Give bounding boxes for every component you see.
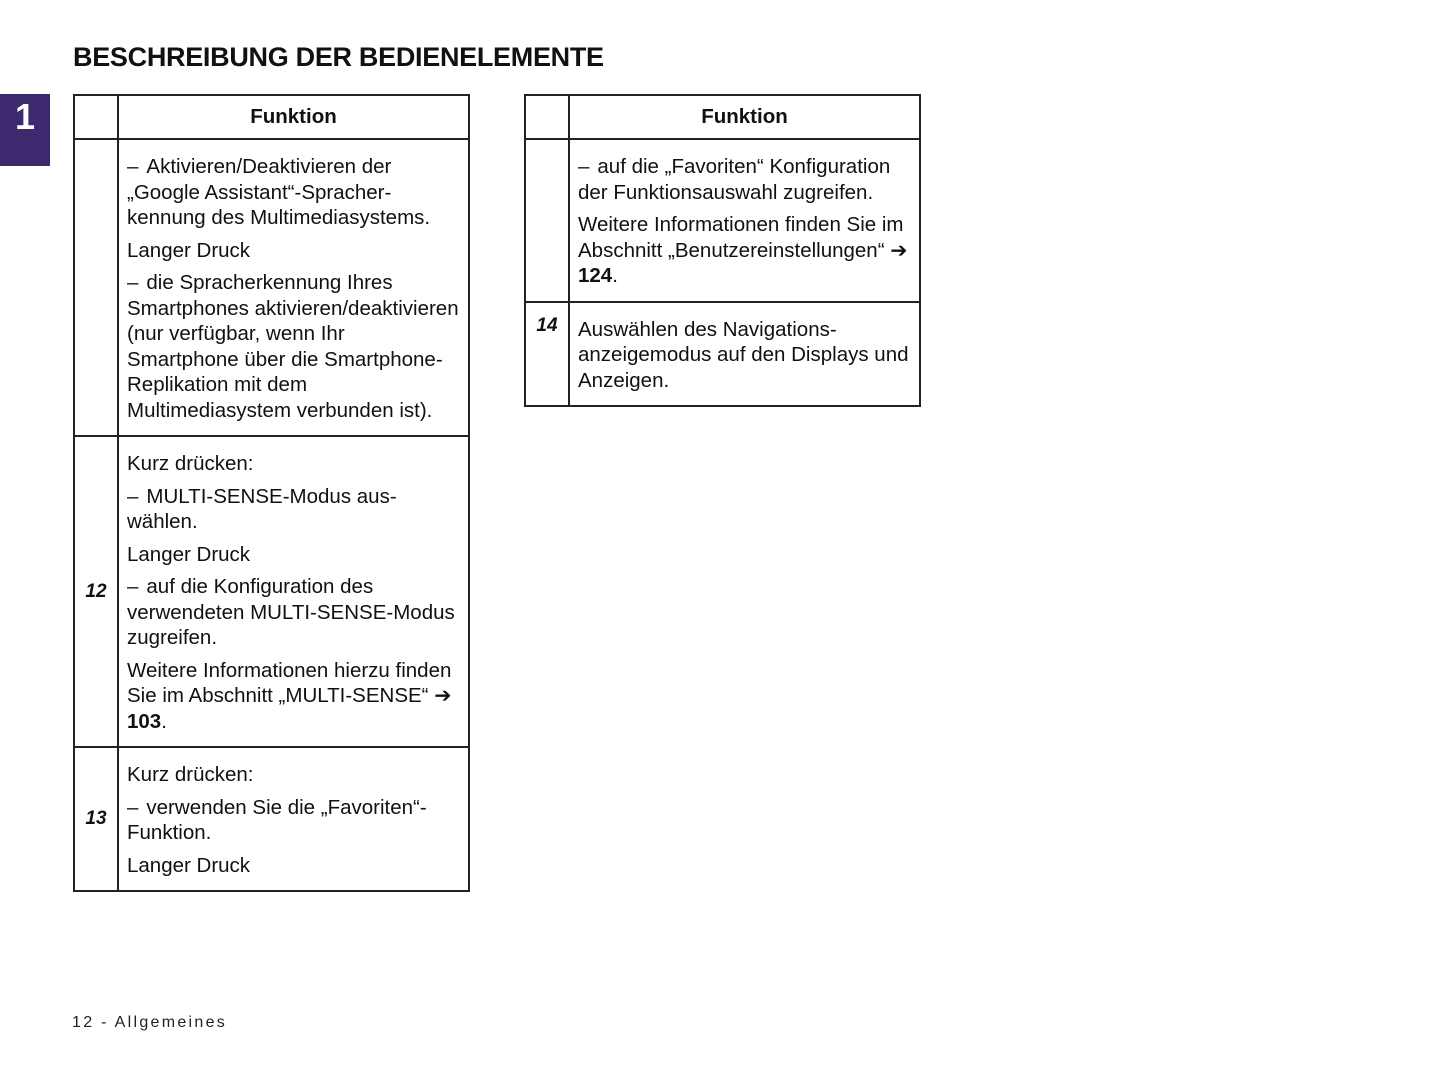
description-paragraph (578, 154, 911, 205)
table-row (74, 747, 469, 891)
description-paragraph (127, 270, 460, 423)
column-header-function: Funktion (569, 95, 920, 139)
paragraph-text: die Spracherkennung Ihres Smartphones aktivieren/deaktivieren (nur verfügbar, wenn Ihr Smartphone über die Smartphone-Replikation mit dem Multimediasystem verbunden ist). (127, 271, 459, 422)
paragraph-text: Langer Druck (127, 853, 251, 877)
paragraph-text: Aktivieren/Deaktivieren der „Google Assistant“-Spracherkennung des Multimediasystems. (127, 155, 431, 229)
controls-table-left (73, 94, 470, 892)
paragraph-text: Kurz drücken: (127, 763, 254, 786)
description-paragraph (127, 658, 460, 735)
description-paragraph (578, 317, 911, 394)
table-row (74, 139, 469, 436)
column-header-function: Funktion (118, 95, 469, 139)
function-description (118, 436, 469, 747)
control-number (525, 139, 569, 302)
page-title: BESCHREIBUNG DER BEDIENELEMENTE (73, 42, 604, 72)
function-description (569, 302, 920, 407)
description-paragraph (127, 451, 460, 477)
column-header-number (74, 95, 118, 139)
dash-bullet: – (127, 155, 139, 178)
page-footer: 12 - Allgemeines (72, 1014, 228, 1031)
description-paragraph (127, 795, 460, 846)
description-paragraph (127, 853, 460, 879)
description-paragraph (578, 212, 911, 289)
paragraph-text: verwenden Sie die „Favoriten“-Funktion. (127, 795, 427, 844)
chapter-number: 1 (14, 96, 36, 137)
punctuation: . (161, 709, 167, 733)
table-row (525, 302, 920, 407)
dash-bullet: – (127, 575, 139, 598)
description-paragraph (127, 574, 460, 651)
paragraph-text: Kurz drücken: (127, 452, 254, 475)
control-number: 12 (74, 436, 118, 747)
table-row (74, 436, 469, 747)
page-reference-link[interactable]: ➔ 124 (578, 238, 908, 287)
function-description (569, 139, 920, 302)
description-paragraph (127, 154, 460, 231)
paragraph-text: Auswählen des Navigationsanzeigemodus auf den Displays und Anzeigen. (578, 317, 909, 392)
table-row (525, 139, 920, 302)
paragraph-text: Weitere Informationen hierzu finden Sie im Abschnitt „MULTI-SENSE“ (127, 658, 452, 707)
description-paragraph (127, 238, 460, 264)
dash-bullet: – (127, 271, 139, 294)
description-paragraph (127, 762, 460, 788)
dash-bullet: – (127, 795, 139, 819)
paragraph-text: Weitere Informationen finden Sie im Abschnitt „Benutzereinstellungen“ (578, 213, 904, 262)
paragraph-text: MULTI-SENSE-Modus auswählen. (127, 484, 397, 533)
paragraph-text: Langer Druck (127, 238, 251, 262)
paragraph-text: auf die „Favoriten“ Konfiguration der Funktionsauswahl zugreifen. (578, 155, 891, 204)
dash-bullet: – (127, 484, 139, 508)
function-description (118, 747, 469, 891)
function-description (118, 139, 469, 436)
paragraph-text: Langer Druck (127, 542, 251, 566)
description-paragraph (127, 484, 460, 535)
description-paragraph (127, 542, 460, 568)
punctuation: . (612, 264, 618, 287)
paragraph-text: auf die Konfiguration des verwendeten MULTI-SENSE-Modus zugreifen. (127, 575, 455, 649)
column-header-number (525, 95, 569, 139)
control-number: 13 (74, 747, 118, 891)
chapter-tab (0, 94, 50, 166)
controls-table-right (524, 94, 921, 407)
page-reference-link[interactable]: ➔ 103 (127, 684, 452, 733)
control-number (74, 139, 118, 436)
control-number: 14 (525, 302, 569, 407)
dash-bullet: – (578, 155, 590, 178)
